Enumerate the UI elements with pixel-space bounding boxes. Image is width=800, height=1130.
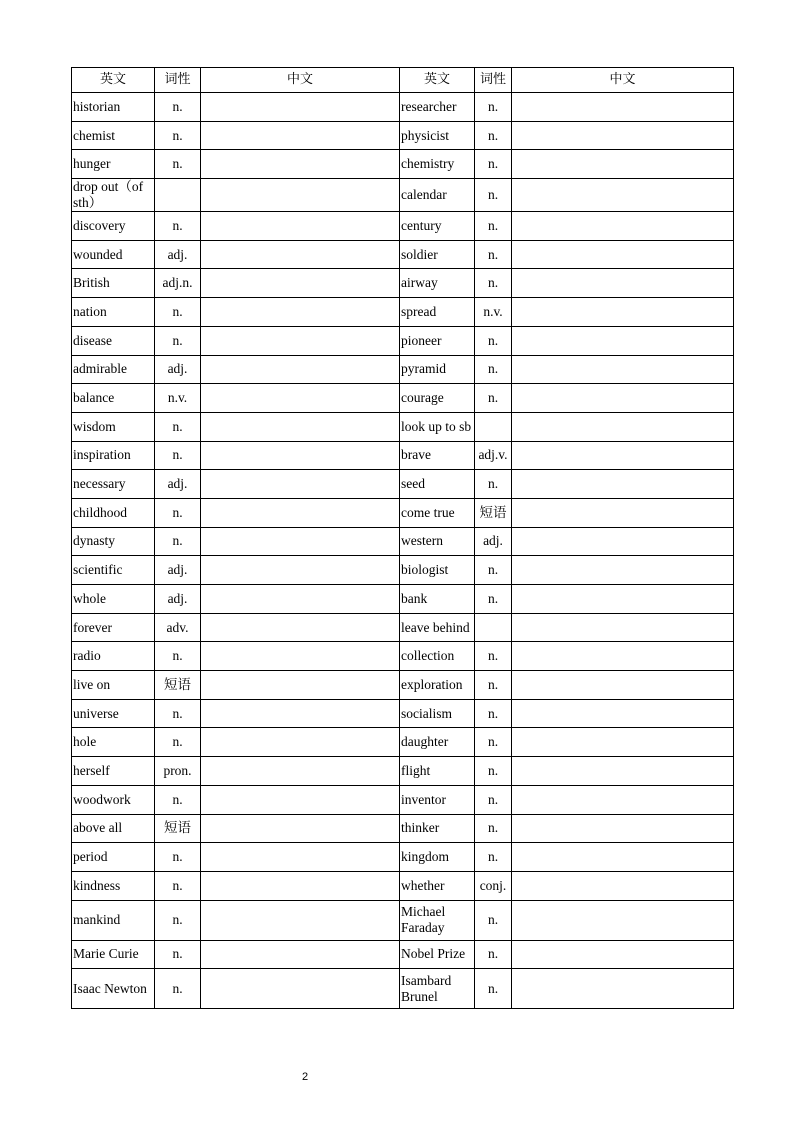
table-row <box>72 355 734 384</box>
part-of-speech-cell: n. <box>155 527 201 556</box>
table-row <box>72 470 734 499</box>
chinese-answer-cell <box>512 150 734 179</box>
table-row <box>72 671 734 700</box>
chinese-answer-cell <box>201 93 400 122</box>
table-row <box>72 179 734 212</box>
chinese-answer-cell <box>201 470 400 499</box>
table-row <box>72 642 734 671</box>
table-row <box>72 785 734 814</box>
table-row <box>72 441 734 470</box>
word-cell: courage <box>400 384 475 413</box>
part-of-speech-cell: adj. <box>155 240 201 269</box>
table-row <box>72 969 734 1009</box>
part-of-speech-cell: n. <box>475 642 512 671</box>
table-row <box>72 240 734 269</box>
chinese-answer-cell <box>201 613 400 642</box>
table-row <box>72 269 734 298</box>
part-of-speech-cell: 短语 <box>155 671 201 700</box>
word-cell: Michael Faraday <box>400 900 475 940</box>
header-chinese: 中文 <box>512 68 734 93</box>
table-row <box>72 93 734 122</box>
header-part-of-speech: 词性 <box>475 68 512 93</box>
chinese-answer-cell <box>512 969 734 1009</box>
word-cell: airway <box>400 269 475 298</box>
part-of-speech-cell: adj. <box>155 556 201 585</box>
word-cell: British <box>72 269 155 298</box>
chinese-answer-cell <box>512 556 734 585</box>
part-of-speech-cell: n. <box>475 757 512 786</box>
word-cell: drop out（of sth） <box>72 179 155 212</box>
chinese-answer-cell <box>512 384 734 413</box>
word-cell: inventor <box>400 785 475 814</box>
word-cell: exploration <box>400 671 475 700</box>
header-part-of-speech: 词性 <box>155 68 201 93</box>
part-of-speech-cell: n. <box>475 699 512 728</box>
chinese-answer-cell <box>512 642 734 671</box>
part-of-speech-cell: n. <box>475 671 512 700</box>
part-of-speech-cell: n. <box>155 326 201 355</box>
part-of-speech-cell: n. <box>155 121 201 150</box>
word-cell: admirable <box>72 355 155 384</box>
word-cell: collection <box>400 642 475 671</box>
table-row <box>72 757 734 786</box>
table-row <box>72 728 734 757</box>
table-row <box>72 212 734 241</box>
part-of-speech-cell: n. <box>155 900 201 940</box>
chinese-answer-cell <box>201 298 400 327</box>
part-of-speech-cell: n. <box>475 355 512 384</box>
part-of-speech-cell: n. <box>155 843 201 872</box>
part-of-speech-cell: n. <box>155 412 201 441</box>
part-of-speech-cell <box>475 412 512 441</box>
chinese-answer-cell <box>512 671 734 700</box>
chinese-answer-cell <box>512 699 734 728</box>
word-cell: necessary <box>72 470 155 499</box>
word-cell: spread <box>400 298 475 327</box>
chinese-answer-cell <box>512 613 734 642</box>
part-of-speech-cell: adj.n. <box>155 269 201 298</box>
part-of-speech-cell: n. <box>475 150 512 179</box>
table-row <box>72 871 734 900</box>
part-of-speech-cell: n. <box>155 969 201 1009</box>
part-of-speech-cell: 短语 <box>475 498 512 527</box>
table-row <box>72 298 734 327</box>
vocabulary-table <box>71 67 734 1009</box>
header-english: 英文 <box>72 68 155 93</box>
word-cell: scientific <box>72 556 155 585</box>
word-cell: balance <box>72 384 155 413</box>
word-cell: hole <box>72 728 155 757</box>
part-of-speech-cell: n. <box>475 940 512 969</box>
part-of-speech-cell: n. <box>475 470 512 499</box>
word-cell: Nobel Prize <box>400 940 475 969</box>
word-cell: wounded <box>72 240 155 269</box>
part-of-speech-cell: n.v. <box>475 298 512 327</box>
chinese-answer-cell <box>201 900 400 940</box>
chinese-answer-cell <box>201 843 400 872</box>
part-of-speech-cell: n. <box>475 969 512 1009</box>
chinese-answer-cell <box>201 240 400 269</box>
word-cell: brave <box>400 441 475 470</box>
page-number: 2 <box>301 1071 309 1083</box>
part-of-speech-cell: n. <box>475 785 512 814</box>
chinese-answer-cell <box>201 441 400 470</box>
word-cell: chemistry <box>400 150 475 179</box>
table-row <box>72 843 734 872</box>
table-row <box>72 699 734 728</box>
part-of-speech-cell: adv. <box>155 613 201 642</box>
word-cell: seed <box>400 470 475 499</box>
part-of-speech-cell: conj. <box>475 871 512 900</box>
chinese-answer-cell <box>201 412 400 441</box>
part-of-speech-cell: n. <box>475 212 512 241</box>
word-cell: herself <box>72 757 155 786</box>
word-cell: kindness <box>72 871 155 900</box>
word-cell: socialism <box>400 699 475 728</box>
part-of-speech-cell: n. <box>475 585 512 614</box>
part-of-speech-cell: n. <box>475 269 512 298</box>
chinese-answer-cell <box>201 179 400 212</box>
header-row <box>72 68 734 93</box>
part-of-speech-cell: n. <box>475 843 512 872</box>
chinese-answer-cell <box>512 785 734 814</box>
word-cell: pyramid <box>400 355 475 384</box>
part-of-speech-cell: n. <box>155 441 201 470</box>
part-of-speech-cell: n. <box>155 498 201 527</box>
part-of-speech-cell: n. <box>475 556 512 585</box>
chinese-answer-cell <box>512 814 734 843</box>
word-cell: discovery <box>72 212 155 241</box>
table-row <box>72 498 734 527</box>
word-cell: Marie Curie <box>72 940 155 969</box>
part-of-speech-cell: n. <box>475 814 512 843</box>
chinese-answer-cell <box>201 871 400 900</box>
chinese-answer-cell <box>512 326 734 355</box>
word-cell: western <box>400 527 475 556</box>
word-cell: pioneer <box>400 326 475 355</box>
chinese-answer-cell <box>512 212 734 241</box>
table-row <box>72 814 734 843</box>
word-cell: flight <box>400 757 475 786</box>
word-cell: Isaac Newton <box>72 969 155 1009</box>
chinese-answer-cell <box>201 642 400 671</box>
chinese-answer-cell <box>201 814 400 843</box>
chinese-answer-cell <box>512 441 734 470</box>
chinese-answer-cell <box>512 470 734 499</box>
part-of-speech-cell: n. <box>475 900 512 940</box>
chinese-answer-cell <box>512 412 734 441</box>
word-cell: universe <box>72 699 155 728</box>
table-row <box>72 527 734 556</box>
part-of-speech-cell: n. <box>155 93 201 122</box>
word-cell: chemist <box>72 121 155 150</box>
word-cell: soldier <box>400 240 475 269</box>
word-cell: radio <box>72 642 155 671</box>
chinese-answer-cell <box>201 355 400 384</box>
chinese-answer-cell <box>512 940 734 969</box>
word-cell: live on <box>72 671 155 700</box>
chinese-answer-cell <box>512 527 734 556</box>
chinese-answer-cell <box>201 269 400 298</box>
part-of-speech-cell: adj.v. <box>475 441 512 470</box>
word-cell: Isambard Brunel <box>400 969 475 1009</box>
part-of-speech-cell: adj. <box>475 527 512 556</box>
word-cell: look up to sb <box>400 412 475 441</box>
word-cell: whole <box>72 585 155 614</box>
word-cell: mankind <box>72 900 155 940</box>
word-cell: bank <box>400 585 475 614</box>
chinese-answer-cell <box>201 785 400 814</box>
vocabulary-body <box>72 93 734 1009</box>
chinese-answer-cell <box>201 212 400 241</box>
chinese-answer-cell <box>512 900 734 940</box>
part-of-speech-cell: n. <box>475 179 512 212</box>
part-of-speech-cell: adj. <box>155 470 201 499</box>
chinese-answer-cell <box>201 527 400 556</box>
word-cell: disease <box>72 326 155 355</box>
chinese-answer-cell <box>201 757 400 786</box>
word-cell: forever <box>72 613 155 642</box>
chinese-answer-cell <box>201 121 400 150</box>
chinese-answer-cell <box>201 699 400 728</box>
chinese-answer-cell <box>201 498 400 527</box>
word-cell: historian <box>72 93 155 122</box>
chinese-answer-cell <box>512 355 734 384</box>
table-row <box>72 384 734 413</box>
word-cell: childhood <box>72 498 155 527</box>
part-of-speech-cell: n. <box>475 240 512 269</box>
chinese-answer-cell <box>201 150 400 179</box>
word-cell: biologist <box>400 556 475 585</box>
word-cell: whether <box>400 871 475 900</box>
part-of-speech-cell: n. <box>155 940 201 969</box>
chinese-answer-cell <box>201 940 400 969</box>
chinese-answer-cell <box>512 757 734 786</box>
part-of-speech-cell: pron. <box>155 757 201 786</box>
word-cell: hunger <box>72 150 155 179</box>
part-of-speech-cell: n. <box>155 150 201 179</box>
word-cell: woodwork <box>72 785 155 814</box>
word-cell: researcher <box>400 93 475 122</box>
part-of-speech-cell: n.v. <box>155 384 201 413</box>
chinese-answer-cell <box>512 179 734 212</box>
chinese-answer-cell <box>512 240 734 269</box>
word-cell: nation <box>72 298 155 327</box>
word-cell: thinker <box>400 814 475 843</box>
header-english: 英文 <box>400 68 475 93</box>
word-cell: wisdom <box>72 412 155 441</box>
header-chinese: 中文 <box>201 68 400 93</box>
chinese-answer-cell <box>201 326 400 355</box>
part-of-speech-cell: n. <box>155 642 201 671</box>
part-of-speech-cell <box>475 613 512 642</box>
chinese-answer-cell <box>201 585 400 614</box>
chinese-answer-cell <box>512 728 734 757</box>
word-cell: dynasty <box>72 527 155 556</box>
part-of-speech-cell: 短语 <box>155 814 201 843</box>
chinese-answer-cell <box>512 871 734 900</box>
chinese-answer-cell <box>512 298 734 327</box>
table-row <box>72 585 734 614</box>
part-of-speech-cell: n. <box>475 121 512 150</box>
word-cell: daughter <box>400 728 475 757</box>
part-of-speech-cell: adj. <box>155 355 201 384</box>
chinese-answer-cell <box>201 728 400 757</box>
part-of-speech-cell: n. <box>155 785 201 814</box>
table-row <box>72 940 734 969</box>
part-of-speech-cell: n. <box>155 871 201 900</box>
part-of-speech-cell: n. <box>155 699 201 728</box>
part-of-speech-cell: n. <box>155 298 201 327</box>
part-of-speech-cell: n. <box>475 93 512 122</box>
word-cell: period <box>72 843 155 872</box>
chinese-answer-cell <box>512 843 734 872</box>
chinese-answer-cell <box>512 269 734 298</box>
part-of-speech-cell: adj. <box>155 585 201 614</box>
chinese-answer-cell <box>512 585 734 614</box>
word-cell: come true <box>400 498 475 527</box>
word-cell: inspiration <box>72 441 155 470</box>
word-cell: kingdom <box>400 843 475 872</box>
part-of-speech-cell: n. <box>475 728 512 757</box>
chinese-answer-cell <box>201 556 400 585</box>
table-row <box>72 326 734 355</box>
part-of-speech-cell: n. <box>155 728 201 757</box>
table-row <box>72 121 734 150</box>
table-row <box>72 412 734 441</box>
chinese-answer-cell <box>201 384 400 413</box>
chinese-answer-cell <box>201 671 400 700</box>
word-cell: calendar <box>400 179 475 212</box>
table-row <box>72 150 734 179</box>
chinese-answer-cell <box>512 498 734 527</box>
chinese-answer-cell <box>201 969 400 1009</box>
word-cell: leave behind <box>400 613 475 642</box>
part-of-speech-cell: n. <box>475 384 512 413</box>
chinese-answer-cell <box>512 121 734 150</box>
word-cell: century <box>400 212 475 241</box>
chinese-answer-cell <box>512 93 734 122</box>
part-of-speech-cell: n. <box>155 212 201 241</box>
word-cell: above all <box>72 814 155 843</box>
word-cell: physicist <box>400 121 475 150</box>
table-row <box>72 613 734 642</box>
part-of-speech-cell <box>155 179 201 212</box>
table-row <box>72 556 734 585</box>
part-of-speech-cell: n. <box>475 326 512 355</box>
table-row <box>72 900 734 940</box>
